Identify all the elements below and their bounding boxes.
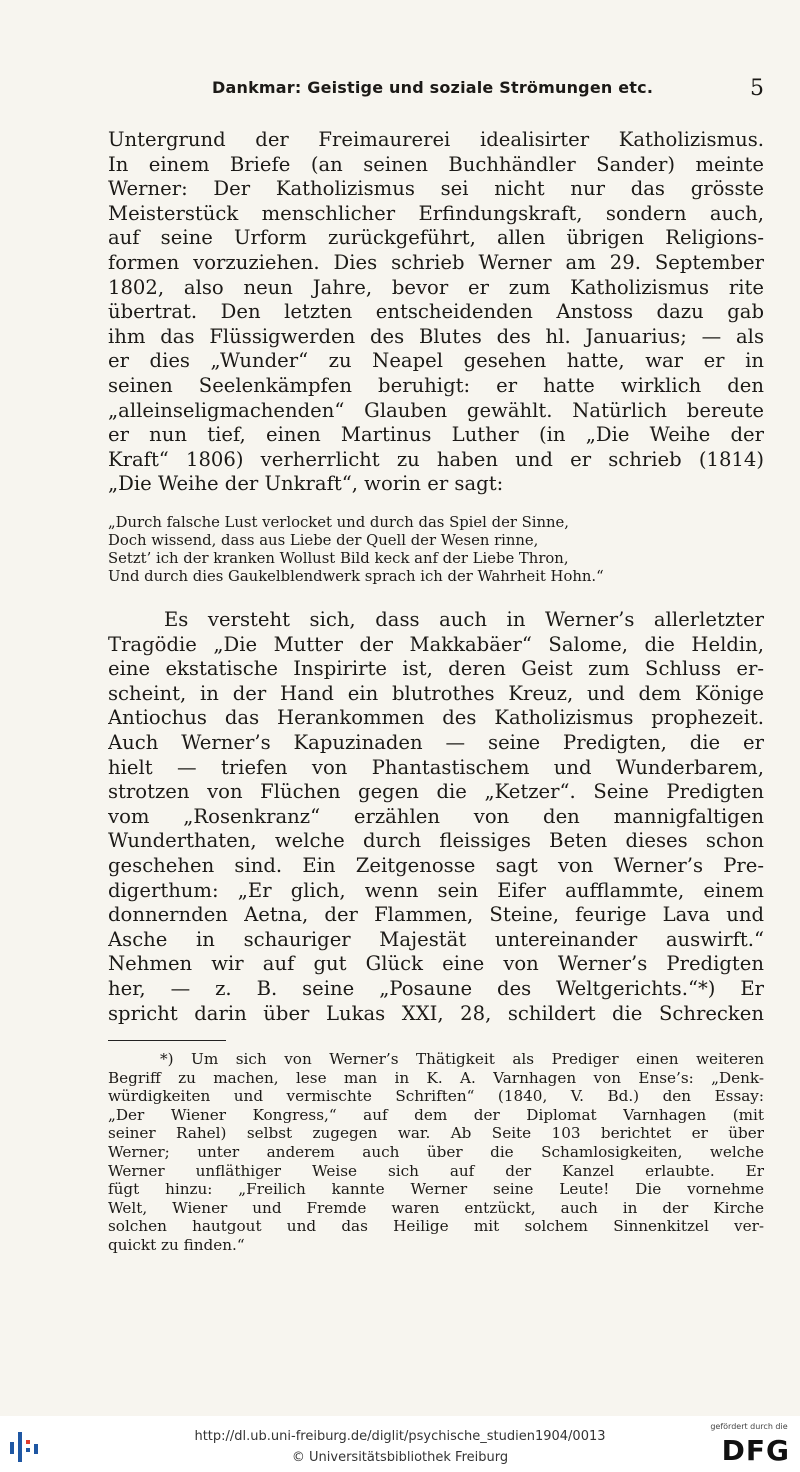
text-line: Nehmen wir auf gut Glück eine von Werner’s Predigten [108,952,764,976]
text-line: In einem Briefe (an seinen Buchhändler Sander) meinte [108,152,764,176]
text-line: würdigkeiten und vermischte Schriften“ (1840, V. Bd.) den Essay: [108,1087,764,1106]
text-line: *) Um sich von Werner’s Thätigkeit als Prediger einen weiteren [160,1050,764,1068]
footnote [108,1050,764,1255]
text-line: er nun tief, einen Martinus Luther (in „Die Weihe der [108,423,764,447]
text-line: donnernden Aetna, der Flammen, Steine, feurige Lava und [108,903,764,927]
text-line: Auch Werner’s Kapuzinaden — seine Predigten, die er [108,730,764,754]
text-line: Werner; unter anderem auch über die Schamlosigkeiten, welche [108,1142,764,1161]
text-line: „Die Weihe der Unkraft“, worin er sagt: [108,472,504,496]
text-line: Setzt’ ich der kranken Wollust Bild keck anf der Liebe Thron, [108,550,569,567]
dfg-funding-note: gefördert durch die [710,1422,788,1431]
text-line: Tragödie „Die Mutter der Makkabäer“ Salome, die Heldin, [108,632,764,656]
text-line: her, — z. B. seine „Posaune des Weltgerichts.“*) Er [108,976,764,1000]
text-line: auf seine Urform zurückgeführt, allen übrigen Religions- [108,226,764,250]
text-line: Und durch dies Gaukelblendwerk sprach ich der Wahrheit Hohn.“ [108,568,604,585]
text-line: „Durch falsche Lust verlocket und durch das Spiel der Sinne, [108,514,569,531]
dfg-logo [706,1422,792,1468]
footnote-rule [108,1040,226,1041]
text-line: solchen hautgout und das Heilige mit solchem Sinnenkitzel ver- [108,1217,764,1236]
running-title: Dankmar: Geistige und soziale Strömungen etc. [212,78,654,97]
text-line: spricht darin über Lukas XXI, 28, schildert die Schrecken [108,1001,764,1025]
permalink-url[interactable]: http://dl.ub.uni-freiburg.de/diglit/psychische_studien1904/0013 [194,1429,606,1444]
text-line: 1802, also neun Jahre, bevor er zum Katholizismus rite [108,275,764,299]
text-line: seiner Rahel) selbst zugegen war. Ab Seite 103 berichtet er über [108,1124,764,1143]
text-line: „alleinseligmachenden“ Glauben gewählt. Natürlich bereute [108,398,764,422]
text-line: Meisterstück menschlicher Erfindungskraft, sondern auch, [108,201,764,225]
text-line: seinen Seelenkämpfen beruhigt: er hatte wirklich den [108,373,764,397]
text-line: Untergrund der Freimaurerei idealisirter Katholizismus. [108,128,764,151]
verse-quote [108,514,738,586]
text-line: übertrat. Den letzten entscheidenden Anstoss dazu gab [108,300,764,324]
text-line: vom „Rosenkranz“ erzählen von den mannigfaltigen [108,804,764,828]
text-line: ihm das Flüssigwerden des Blutes des hl. Januarius; — als [108,324,764,348]
text-line: digerthum: „Er glich, wenn sein Eifer aufflammte, einem [108,878,764,902]
text-line: Antiochus das Herankommen des Katholizismus prophezeit. [108,706,764,730]
dfg-logo-text: DFG [721,1434,790,1467]
text-line: Welt, Wiener und Fremde waren entzückt, auch in der Kirche [108,1198,764,1217]
text-line: strotzen von Flüchen gegen die „Ketzer“. Seine Predigten [108,780,764,804]
text-line: Doch wissend, dass aus Liebe der Quell der Wesen rinne, [108,532,539,549]
text-line: Es versteht sich, dass auch in Werner’s allerletzter [164,608,764,631]
copyright-notice: © Universitätsbibliothek Freiburg [291,1450,509,1465]
text-line: Werner: Der Katholizismus sei nicht nur das grösste [108,177,764,201]
viewer-footer [0,1416,800,1472]
paragraph-1 [108,128,764,497]
text-line: „Der Wiener Kongress,“ auf dem der Diplomat Varnhagen (mit [108,1105,764,1124]
text-line: Wunderthaten, welche durch fleissiges Beten dieses schon [108,829,764,853]
text-line: formen vorzuziehen. Dies schrieb Werner am 29. September [108,250,764,274]
text-line: hielt — triefen von Phantastischem und Wunderbarem, [108,755,764,779]
page-number: 5 [750,76,764,101]
page-header [108,78,764,106]
text-line: Begriff zu machen, lese man in K. A. Varnhagen von Ense’s: „Denk- [108,1068,764,1087]
text-line: fügt hinzu: „Freilich kannte Werner seine Leute! Die vornehme [108,1180,764,1199]
text-line: quickt zu finden.“ [108,1235,245,1254]
paragraph-2 [108,608,764,1026]
text-line: Asche in schauriger Majestät untereinander auswirft.“ [108,927,764,951]
text-line: Werner unfläthiger Weise sich auf der Kanzel erlaubte. Er [108,1161,764,1180]
text-line: geschehen sind. Ein Zeitgenosse sagt von Werner’s Pre- [108,853,764,877]
text-line: er dies „Wunder“ zu Neapel gesehen hatte, war er in [108,349,764,373]
text-line: Kraft“ 1806) verherrlicht zu haben und er schrieb (1814) [108,447,764,471]
text-line: eine ekstatische Inspirirte ist, deren Geist zum Schluss er- [108,657,764,681]
text-line: scheint, in der Hand ein blutrothes Kreuz, und dem Könige [108,681,764,705]
